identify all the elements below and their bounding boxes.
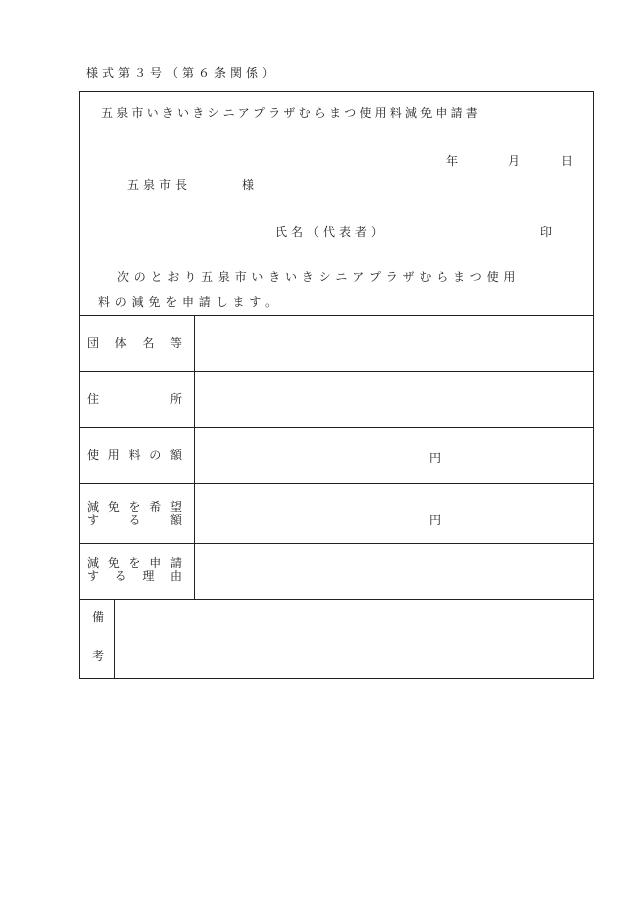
request-text-line-1: 次のとおり五泉市いきいきシニアプラザむらまつ使用 xyxy=(117,270,521,284)
application-form xyxy=(79,91,594,679)
date-year-label: 年 xyxy=(446,154,459,168)
request-text-line-2: 料の減免を申請します。 xyxy=(98,295,282,309)
applicant-name-label: 氏名（代表者） xyxy=(275,225,388,239)
date-day-label: 日 xyxy=(561,154,574,168)
form-number: 様式第３号（第６条関係） xyxy=(86,66,279,80)
date-month-label: 月 xyxy=(508,154,521,168)
addressee-honorific: 様 xyxy=(242,178,255,192)
addressee: 五泉市長 xyxy=(127,178,192,192)
address-label: 住 所 xyxy=(87,392,182,406)
remarks-field[interactable] xyxy=(115,600,593,678)
address-field[interactable] xyxy=(195,372,593,427)
organization-label: 団 体 名 等 xyxy=(87,336,182,350)
organization-field[interactable] xyxy=(195,316,593,371)
reduction-amount-field[interactable] xyxy=(195,484,593,543)
seal-mark: 印 xyxy=(540,225,553,239)
reduction-amount-label: 減 免 を 希 望 す る 額 xyxy=(87,500,182,527)
fee-yen-unit: 円 xyxy=(429,451,442,465)
fee-amount-field[interactable] xyxy=(195,428,593,483)
document-title: 五泉市いきいきシニアプラザむらまつ使用料減免申請書 xyxy=(101,106,482,120)
reduction-reason-label: 減 免 を 申 請 す る 理 由 xyxy=(87,556,182,583)
fee-amount-label: 使 用 料 の 額 xyxy=(87,448,182,462)
reduction-reason-field[interactable] xyxy=(195,544,593,599)
remarks-label: 備 考 xyxy=(92,610,105,663)
reduction-yen-unit: 円 xyxy=(429,513,442,527)
